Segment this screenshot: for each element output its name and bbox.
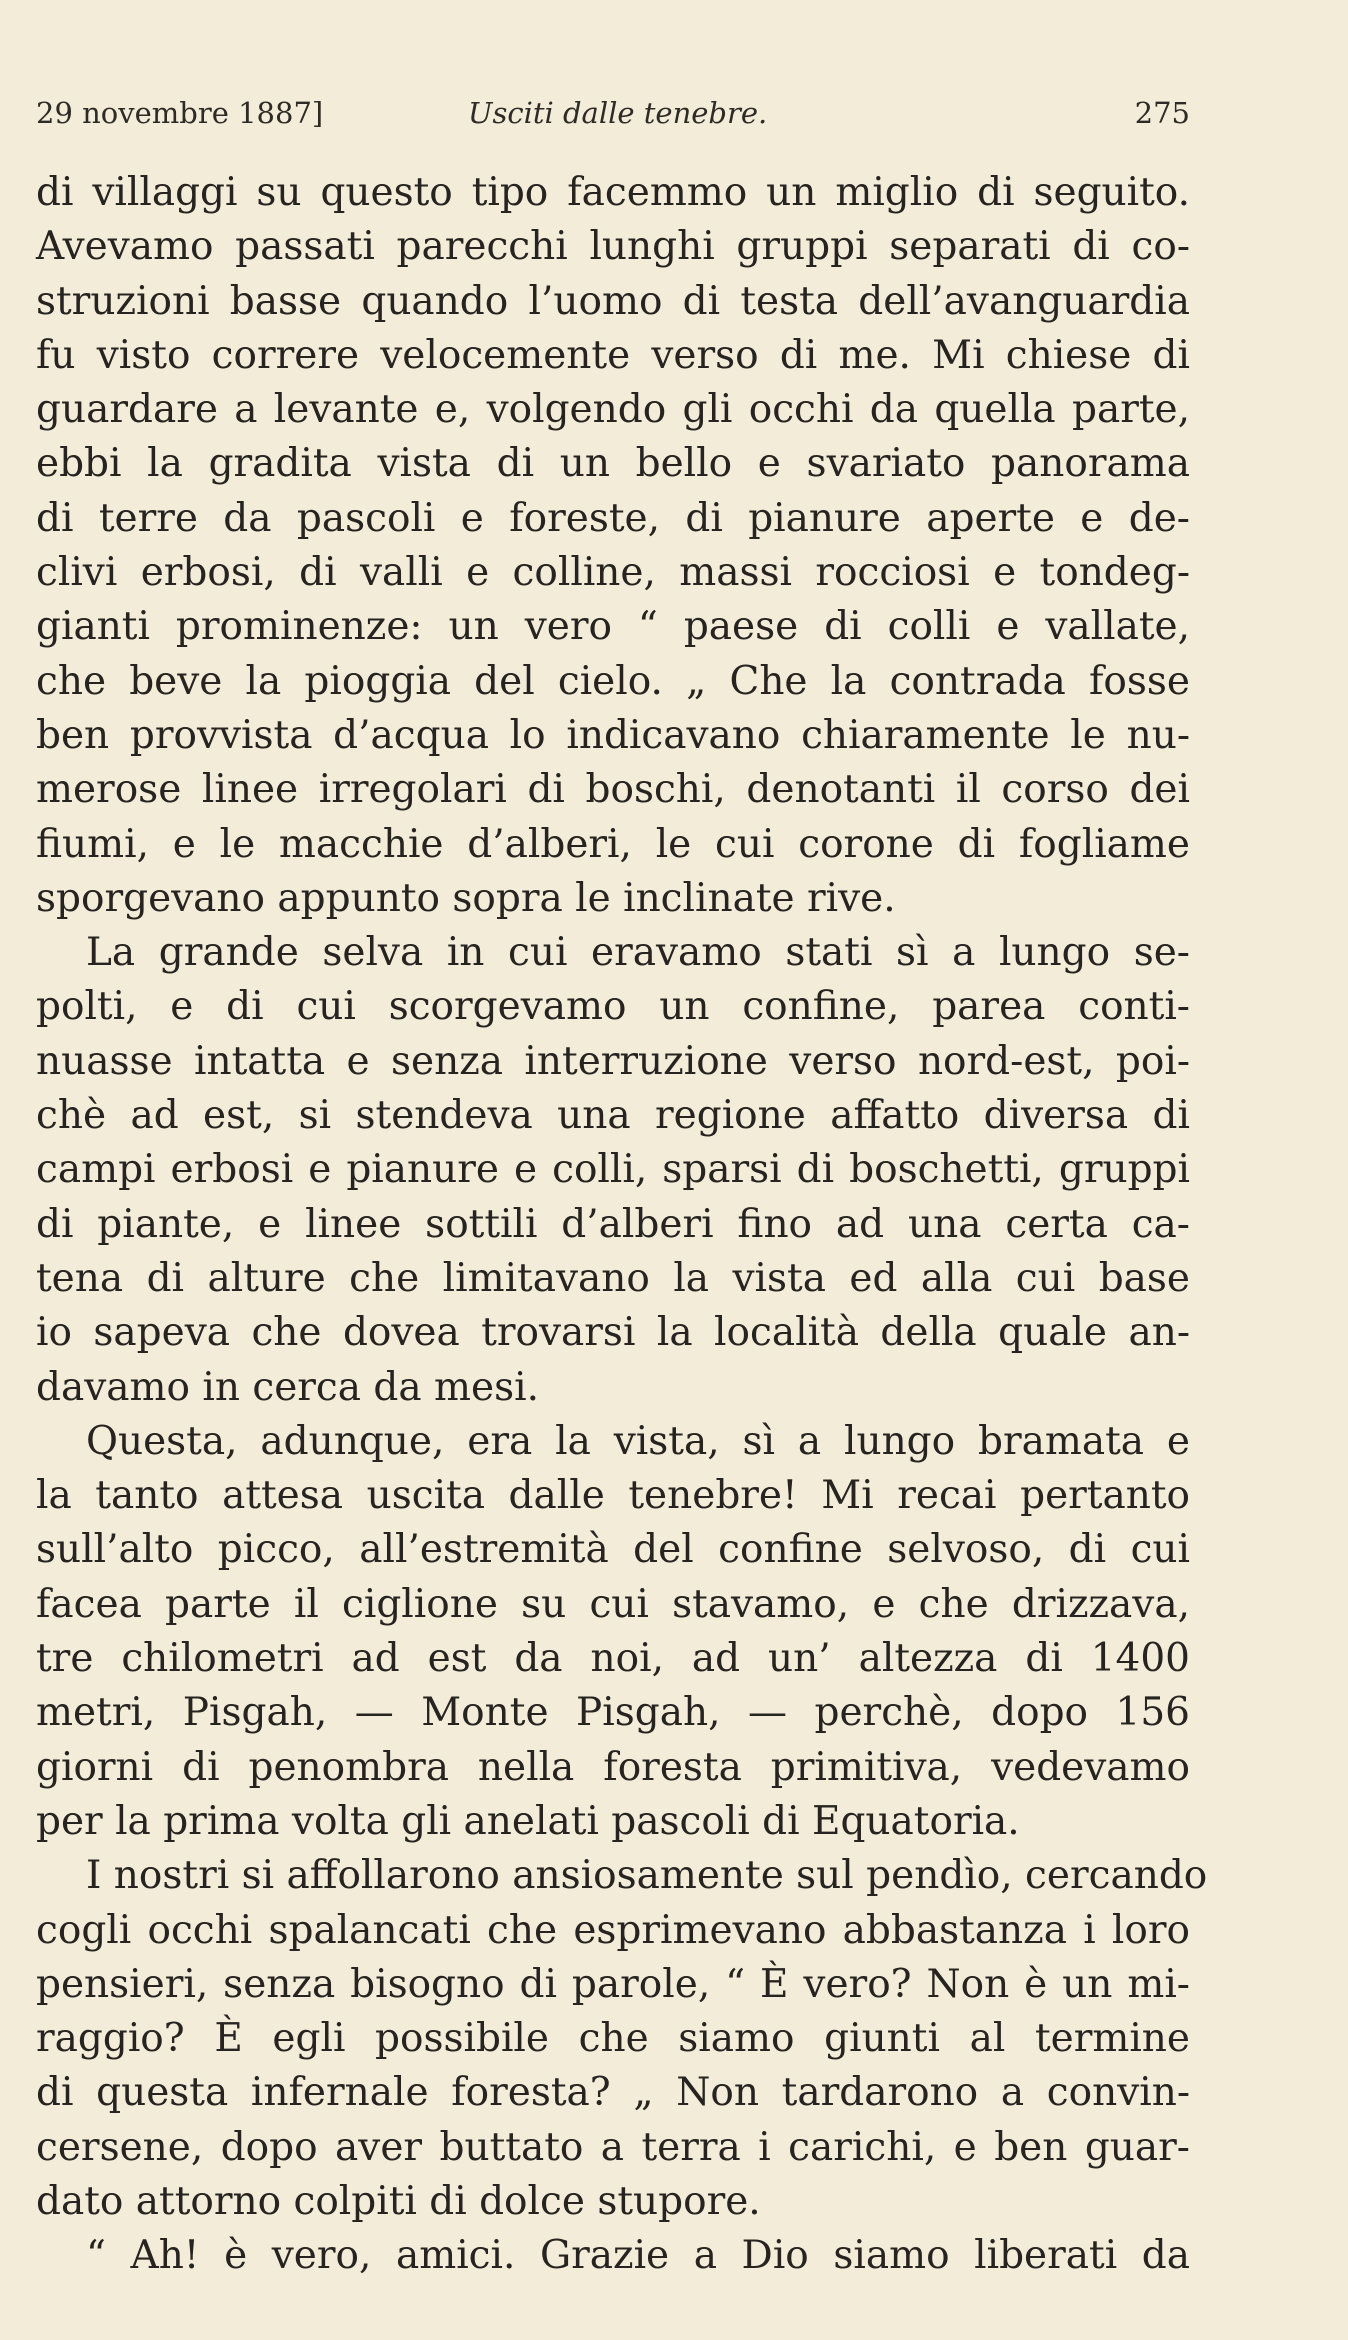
text-line: per la prima volta gli anelati pascoli di Equatoria. bbox=[36, 1798, 1020, 1844]
text-line: tena di alture che limitavano la vista ed alla cui base bbox=[36, 1255, 1190, 1301]
text-line: la tanto attesa uscita dalle tenebre! Mi recai pertanto bbox=[36, 1473, 1190, 1519]
text-line: dato attorno colpiti di dolce stupore. bbox=[36, 2178, 761, 2224]
paragraph-start-line: La grande selva in cui eravamo stati sì a lungo se- bbox=[86, 930, 1190, 976]
text-line: di terre da pascoli e foreste, di pianure aperte e de- bbox=[36, 495, 1190, 541]
text-line: raggio? È egli possibile che siamo giunti al termine bbox=[36, 2016, 1190, 2062]
text-line: metri, Pisgah, — Monte Pisgah, — perchè, dopo 156 bbox=[36, 1690, 1190, 1736]
paragraph-start-line: I nostri si affollarono ansiosamente sul pendìo, cercando bbox=[86, 1853, 1208, 1899]
text-line: sull’alto picco, all’estremità del confine selvoso, di cui bbox=[36, 1527, 1190, 1573]
text-line: di villaggi su questo tipo facemmo un miglio di seguito. bbox=[36, 170, 1190, 215]
text-line: chè ad est, si stendeva una regione affatto diversa di bbox=[36, 1093, 1190, 1139]
text-line: facea parte il ciglione su cui stavamo, e che drizzava, bbox=[36, 1581, 1190, 1627]
text-line: tre chilometri ad est da noi, ad un’ altezza di 1400 bbox=[36, 1636, 1190, 1682]
header-date: 29 novembre 1887] bbox=[36, 96, 324, 130]
body-text bbox=[36, 166, 1208, 2284]
text-line: struzioni basse quando l’uomo di testa dell’avanguardia bbox=[36, 278, 1190, 324]
text-line: io sapeva che dovea trovarsi la località della quale an- bbox=[36, 1310, 1190, 1356]
text-line: ebbi la gradita vista di un bello e svariato panorama bbox=[36, 441, 1190, 487]
text-line: fiumi, e le macchie d’alberi, le cui corone di fogliame bbox=[36, 821, 1190, 867]
text-line: cersene, dopo aver buttato a terra i carichi, e ben guar- bbox=[36, 2124, 1190, 2170]
page-number: 275 bbox=[1134, 96, 1190, 130]
text-line: giorni di penombra nella foresta primitiva, vedevamo bbox=[36, 1744, 1190, 1790]
text-line: gianti prominenze: un vero “ paese di colli e vallate, bbox=[36, 604, 1190, 650]
text-line: polti, e di cui scorgevamo un confine, parea conti- bbox=[36, 984, 1190, 1030]
paragraph-start-line: Questa, adunque, era la vista, sì a lungo bramata e bbox=[86, 1418, 1190, 1464]
text-line: davamo in cerca da mesi. bbox=[36, 1364, 539, 1410]
text-line: pensieri, senza bisogno di parole, “ È vero? Non è un mi- bbox=[36, 1961, 1190, 2007]
text-line: fu visto correre velocemente verso di me. Mi chiese di bbox=[36, 332, 1190, 378]
text-line: di piante, e linee sottili d’alberi fino ad una certa ca- bbox=[36, 1201, 1190, 1247]
text-line: sporgevano appunto sopra le inclinate rive. bbox=[36, 875, 896, 921]
text-line: ben provvista d’acqua lo indicavano chiaramente le nu- bbox=[36, 712, 1190, 758]
text-line: cogli occhi spalancati che esprimevano abbastanza i loro bbox=[36, 1907, 1190, 1953]
text-line: campi erbosi e pianure e colli, sparsi di boschetti, gruppi bbox=[36, 1147, 1190, 1193]
text-line: guardare a levante e, volgendo gli occhi da quella parte, bbox=[36, 387, 1190, 433]
text-line: di questa infernale foresta? „ Non tardarono a convin- bbox=[36, 2070, 1190, 2116]
running-header bbox=[36, 96, 1190, 136]
text-line: clivi erbosi, di valli e colline, massi rocciosi e tondeg- bbox=[36, 550, 1190, 596]
text-line: che beve la pioggia del cielo. „ Che la contrada fosse bbox=[36, 658, 1190, 704]
text-line: Avevamo passati parecchi lunghi gruppi separati di co- bbox=[36, 224, 1190, 270]
header-chapter-title: Usciti dalle tenebre. bbox=[468, 96, 768, 130]
text-line: merose linee irregolari di boschi, denotanti il corso dei bbox=[36, 767, 1190, 813]
text-line: nuasse intatta e senza interruzione verso nord-est, poi- bbox=[36, 1038, 1190, 1084]
paragraph-start-line: “ Ah! è vero, amici. Grazie a Dio siamo liberati da bbox=[86, 2233, 1190, 2279]
